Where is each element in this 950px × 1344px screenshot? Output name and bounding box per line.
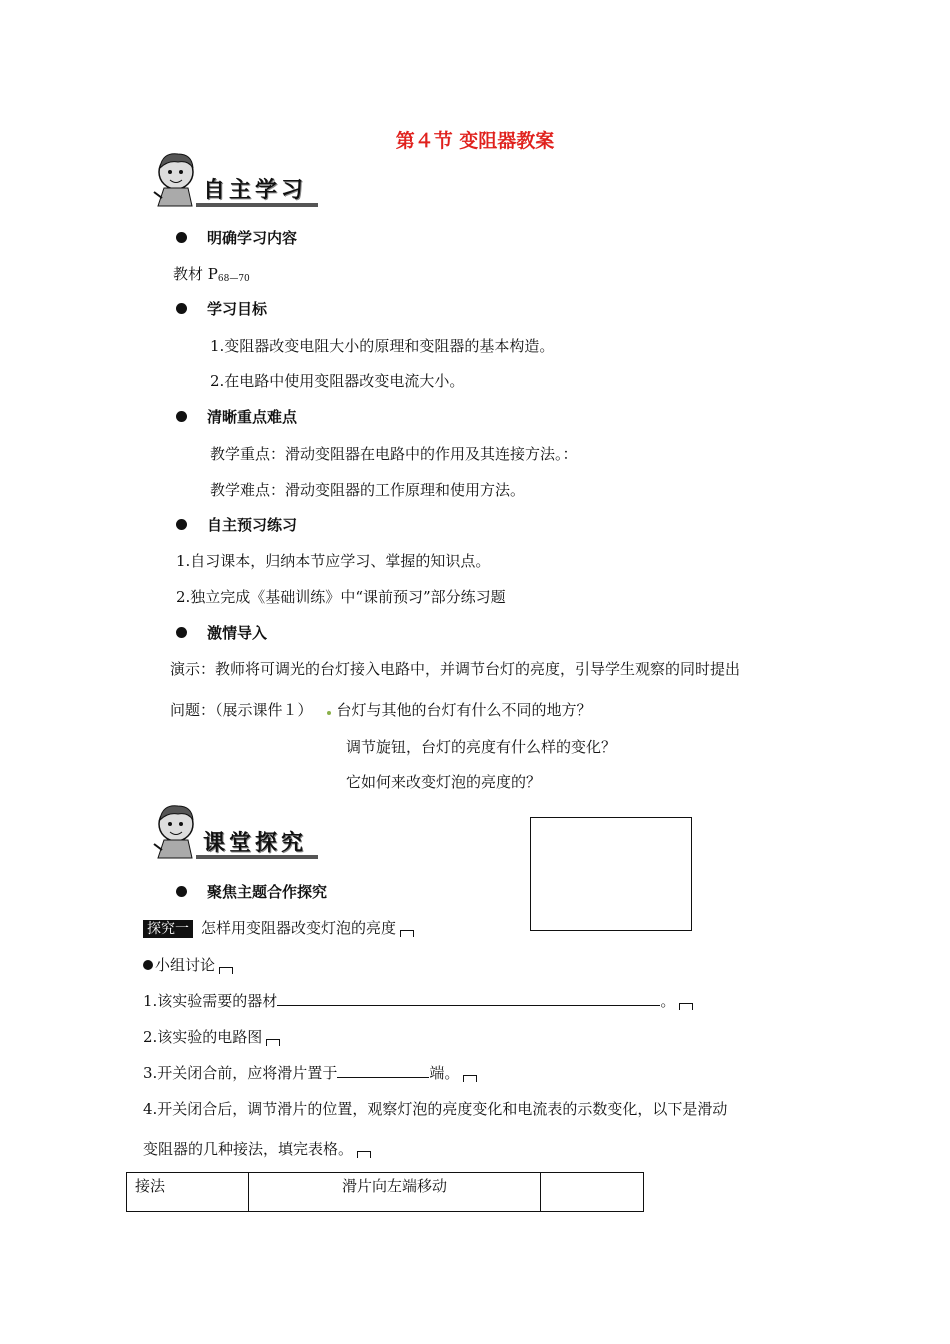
preview-item-1: 1.自习课本，归纳本节应学习、掌握的知识点。 — [176, 552, 491, 570]
banner-class-explore-label: 课堂探究 — [203, 831, 308, 856]
intro-line-2: 问题：（展示课件１） 台灯与其他的台灯有什么不同的地方？ — [170, 701, 592, 719]
group-discussion: 小组讨论 — [143, 954, 233, 975]
table-row — [127, 1173, 644, 1212]
table-header-cell: 滑片向左端移动 — [249, 1173, 541, 1212]
difficult-point: 教学难点：滑动变阻器的工作原理和使用方法。 — [210, 481, 526, 499]
image-placeholder-box — [530, 817, 692, 931]
table-header-cell: 接法 — [127, 1173, 249, 1212]
goal-1: 1.变阻器改变电阻大小的原理和变阻器的基本构造。 — [210, 337, 555, 355]
question-1: 1.该实验需要的器材 。 — [143, 990, 693, 1011]
section-heading-intro: 激情导入 — [176, 622, 267, 643]
intro-line-3: 调节旋钮，台灯的亮度有什么样的变化？ — [346, 738, 617, 756]
intro-line-1: 演示：教师将可调光的台灯接入电路中，并调节台灯的亮度，引导学生观察的同时提出 — [170, 660, 741, 678]
preview-item-2: 2.独立完成《基础训练》中“课前预习”部分练习题 — [176, 588, 506, 606]
question-4-line-1: 4.开关闭合后，调节滑片的位置，观察灯泡的亮度变化和电流表的示数变化，以下是滑动 — [143, 1100, 728, 1118]
section-heading-key-points: 清晰重点难点 — [176, 406, 297, 427]
section-heading-goals: 学习目标 — [176, 298, 267, 319]
question-3: 3.开关闭合前，应将滑片置于 端。 — [143, 1062, 477, 1083]
question-4-line-2: 变阻器的几种接法，填完表格。 — [143, 1138, 371, 1159]
question-2: 2.该实验的电路图 — [143, 1026, 280, 1047]
section-heading-preview: 自主预习练习 — [176, 514, 297, 535]
section-heading-explore: 聚焦主题合作探究 — [176, 881, 327, 902]
section-heading-content: 明确学习内容 — [176, 227, 297, 248]
banner-self-study-label: 自主学习 — [203, 178, 308, 203]
intro-line-4: 它如何来改变灯泡的亮度的？ — [346, 773, 542, 791]
page-title: 第４节 变阻器教案 — [395, 130, 555, 152]
key-point: 教学重点：滑动变阻器在电路中的作用及其连接方法。： — [210, 445, 578, 463]
connection-table — [126, 1172, 644, 1212]
textbook-ref: 教材 P68—70 — [173, 265, 250, 284]
goal-2: 2.在电路中使用变阻器改变电流大小。 — [210, 372, 465, 390]
table-header-cell — [541, 1173, 644, 1212]
probe-one: 探究一 怎样用变阻器改变灯泡的亮度 — [143, 917, 414, 938]
